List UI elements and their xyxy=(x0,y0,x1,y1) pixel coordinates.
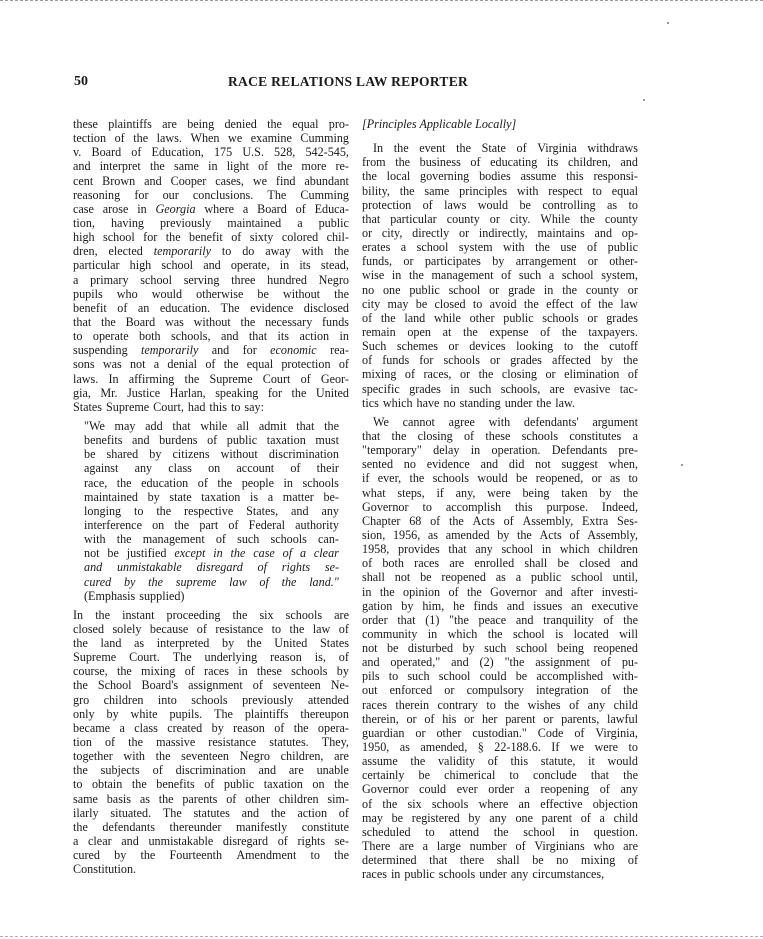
text-line: Chapter 68 of the Acts of Assembly, Extra Ses- xyxy=(362,513,638,528)
text-line: certainly be chimerical to conclude that the xyxy=(362,768,638,783)
paragraph xyxy=(73,608,349,877)
text-line: cured by the supreme law of the land." xyxy=(84,574,339,589)
text-line: if ever, the schools would be reopened, or as to xyxy=(362,471,638,486)
text-line: closed solely because of resistance to the law of xyxy=(73,621,349,636)
text-line: (Emphasis supplied) xyxy=(84,588,185,603)
text-line: ilarly situated. The statutes and the action of xyxy=(73,805,349,820)
text-line: the local governing bodies assume this responsi- xyxy=(362,169,638,184)
text-line: tion of the massive resistance statutes. They, xyxy=(73,735,349,750)
paragraph xyxy=(73,117,349,414)
text-line: or city, directly or indirectly, maintains and op- xyxy=(362,225,638,240)
text-line: a clear and unmistakable disregard of rights se- xyxy=(73,834,349,849)
section-heading: [Principles Applicable Locally] xyxy=(362,117,517,131)
text-line: shall not be reopened as a public school until, xyxy=(362,570,638,585)
text-line: sons was not a denial of the equal protection of xyxy=(73,357,349,372)
text-line: Governor to accomplish this purpose. Indeed, xyxy=(362,499,638,514)
scan-speck xyxy=(681,464,683,466)
text-line: guardian or other custodian." Code of Virginia, xyxy=(362,725,638,740)
text-line: of funds for schools or grades affected by the xyxy=(362,353,638,368)
text-line: suspending temporarily and for economic rea- xyxy=(73,343,349,358)
text-line: bility, the same principles with respect to equal xyxy=(362,183,638,198)
text-line: together with the seventeen Negro children, are xyxy=(73,749,349,764)
text-line: be shared by citizens without discrimination xyxy=(84,447,339,462)
text-line: tion, having previously maintained a public xyxy=(73,215,349,230)
text-line: cured by the Fourteenth Amendment to the xyxy=(73,848,349,863)
text-line: 1958, provides that any school in which children xyxy=(362,542,638,557)
text-line: the School Board's assignment of seventeen Ne- xyxy=(73,678,349,693)
text-line: wise in the management of such a school system, xyxy=(362,268,638,283)
text-line: dren, elected temporarily to do away with the xyxy=(73,244,349,259)
page-number: 50 xyxy=(74,74,88,89)
text-line: city may be closed to avoid the effect of the law xyxy=(362,296,638,311)
text-line: that particular county or city. While the county xyxy=(362,211,638,226)
left-column xyxy=(73,117,349,876)
text-line: course, the mixing of races in these schools by xyxy=(73,664,349,679)
text-line: and unmistakable disregard of rights se- xyxy=(84,560,339,575)
text-line: gation by him, he finds and issues an executive xyxy=(362,598,638,613)
text-line: and interpret the same in light of the more re- xyxy=(73,159,349,174)
text-line: and operated," and (2) "the assignment of pu- xyxy=(362,655,638,670)
text-line: against any class on account of their xyxy=(84,461,339,476)
text-line: In the instant proceeding the six schools are xyxy=(73,607,349,622)
text-line: cent Brown and Cooper cases, we find abundant xyxy=(73,173,349,188)
text-line: may be registered by any one parent of a child xyxy=(362,810,638,825)
text-line: protection of laws would be controlling as to xyxy=(362,197,638,212)
text-line: of the land while other public schools or grades xyxy=(362,310,638,325)
text-line: v. Board of Education, 175 U.S. 528, 542-545, xyxy=(73,145,349,160)
text-line: particular high school and operate, in its stead, xyxy=(73,258,349,273)
text-line: erates a school system with the use of public xyxy=(362,240,638,255)
text-line: remain open at the expense of the taxpayers. xyxy=(362,324,638,339)
text-line: Such schemes or devices looking to the cutoff xyxy=(362,339,638,354)
text-line: benefits and burdens of public taxation must xyxy=(84,433,339,448)
text-line: in the opinion of the Governor and after investi- xyxy=(362,584,638,599)
text-line: race, the education of the people in schools xyxy=(84,475,339,490)
text-line: Constitution. xyxy=(73,862,137,877)
text-line: pupils who would otherwise be without the xyxy=(73,286,349,301)
text-line: community in which the school is located will xyxy=(362,626,638,641)
right-column xyxy=(362,117,638,881)
text-line: longing to the respective States, and any xyxy=(84,503,339,518)
text-line: from the business of educating its children, and xyxy=(362,155,638,170)
text-line: a primary school serving three hundred Negro xyxy=(73,272,349,287)
text-line: Governor could ever order a reopening of any xyxy=(362,782,638,797)
text-line: tection of the laws. When we examine Cumming xyxy=(73,131,349,146)
text-line: 1950, as amended, § 22-188.6. If we were to xyxy=(362,740,638,755)
text-line: gia, Mr. Justice Harlan, speaking for the United xyxy=(73,385,349,400)
text-line: high school for the benefit of sixty colored chil- xyxy=(73,230,349,245)
text-line: States Supreme Court, had this to say: xyxy=(73,399,264,414)
text-line: specific grades in such schools, are evasive tac- xyxy=(362,381,638,396)
paragraph xyxy=(362,141,638,410)
text-line: In the event the State of Virginia withdraws xyxy=(373,141,638,156)
text-line: sion, 1956, as amended by the Acts of Assembly, xyxy=(362,527,638,542)
text-line: the defendants thereunder manifestly constitute xyxy=(73,819,349,834)
text-line: therein, or of his or her parent or parents, lawful xyxy=(362,711,638,726)
text-line: what steps, if any, were being taken by the xyxy=(362,485,638,500)
text-line: the subjects of discrimination and are unable xyxy=(73,763,349,778)
text-line: to obtain the benefits of public taxation on the xyxy=(73,777,349,792)
text-line: "We may add that while all admit that the xyxy=(84,418,339,433)
text-line: only by white pupils. The plaintiffs thereupon xyxy=(73,706,349,721)
text-line: sented no evidence and did not suggest when, xyxy=(362,457,638,472)
block-quote xyxy=(73,419,349,603)
text-line: assume the validity of this statute, it would xyxy=(362,754,638,769)
text-line: out enforced or compulsory integration of the xyxy=(362,683,638,698)
text-line: reasoning for our conclusions. The Cumming xyxy=(73,187,349,202)
text-line: mixing of races, or the closing or elimination of xyxy=(362,367,638,382)
text-line: races in public schools under any circumstances, xyxy=(362,867,605,882)
text-line: same basis as the parents of other children sim- xyxy=(73,791,349,806)
text-line: Supreme Court. The underlying reason is, of xyxy=(73,650,349,665)
text-line: to operate both schools, and that its action in xyxy=(73,329,349,344)
text-line: with the management of such schools can- xyxy=(84,532,339,547)
text-line: that the Board was without the necessary funds xyxy=(73,314,349,329)
text-line: scheduled to attend the school in question. xyxy=(362,824,638,839)
text-line: determined that there shall be no mixing of xyxy=(362,853,638,868)
text-line: We cannot agree with defendants' argument xyxy=(373,414,638,429)
text-line: order that (1) "the peace and tranquility of the xyxy=(362,612,638,627)
text-line: not be justified except in the case of a clear xyxy=(84,546,339,561)
text-line: funds, or participates by arrangement or other- xyxy=(362,254,638,269)
text-line: interference on the part of Federal authority xyxy=(84,517,339,532)
scan-speck xyxy=(643,99,645,101)
text-line: laws. In affirming the Supreme Court of Geor- xyxy=(73,371,349,386)
text-line: benefit of an education. The evidence disclosed xyxy=(73,300,349,315)
text-line: gro children into schools previously attended xyxy=(73,692,349,707)
text-line: not be disturbed by such school being reopened xyxy=(362,641,638,656)
scan-bottom-edge xyxy=(0,936,763,937)
text-line: tics which have no standing under the law. xyxy=(362,395,576,410)
scan-top-edge xyxy=(0,0,763,1)
text-line: these plaintiffs are being denied the equal pro- xyxy=(73,117,349,131)
running-header: RACE RELATIONS LAW REPORTER xyxy=(228,74,469,89)
text-line: no one public school or grade in the county or xyxy=(362,282,638,297)
text-line: of both races are enrolled shall be closed and xyxy=(362,556,638,571)
text-line: of the six schools where an effective objection xyxy=(362,796,638,811)
text-line: pils to such school could be accomplished with- xyxy=(362,669,638,684)
text-line: the land as interpreted by the United States xyxy=(73,636,349,651)
text-line: maintained by state taxation is a matter be- xyxy=(84,489,339,504)
text-line: case arose in Georgia where a Board of Educa- xyxy=(73,201,349,216)
text-line: "temporary" delay in operation. Defendants pre- xyxy=(362,443,638,458)
text-line: There are a large number of Virginians who are xyxy=(362,839,638,854)
paragraph xyxy=(362,415,638,882)
text-line: races therein contrary to the wishes of any child xyxy=(362,697,638,712)
scan-speck xyxy=(667,22,669,24)
text-line: became a class created by reason of the opera- xyxy=(73,720,349,735)
text-line: that the closing of these schools constitutes a xyxy=(362,428,638,443)
